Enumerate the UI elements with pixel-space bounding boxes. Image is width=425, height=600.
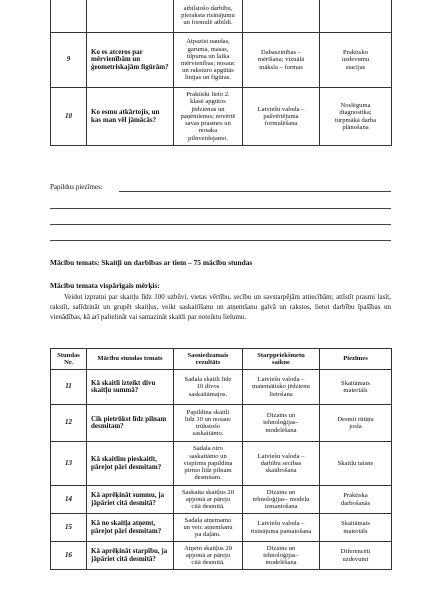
lesson-links: Dabaszinības – mērīšana; vizuālā māksla – formas xyxy=(243,33,320,88)
lesson-notes: Desmit rūtiņu josla xyxy=(320,405,392,442)
lesson-number: 12 xyxy=(51,405,87,442)
lesson-topic: Kā aprēķināt summu, ja jāpāriet citā desmitā? xyxy=(87,486,174,514)
lesson-links: Dizains un tehnoloģijas– modelēšana xyxy=(243,542,320,570)
lesson-links: Latviešu valoda – pašvērtējuma formulēšana xyxy=(243,88,320,146)
lesson-results: Sadala otro saskaitāmo un vispirms papildina pirmo līdz pilnam desmitam. xyxy=(174,442,243,486)
lesson-results: Papildina skaitli līdz 10 un nosauc trūkstošo saskaitāmo. xyxy=(174,405,243,442)
lesson-links: Latviešu valoda – risinājuma pamatošana xyxy=(243,514,320,542)
header-links: Starppriekšmetu saikne xyxy=(243,349,320,370)
lesson-notes: Praktisko uzdevumu stacijas xyxy=(320,33,392,88)
lesson-notes: Praktiska darbošanās xyxy=(320,486,392,514)
table-header-row xyxy=(51,349,392,370)
lesson-links: Dizains un tehnoloģijas– modelēšana xyxy=(243,405,320,442)
lesson-results: Atpazīst naudas, garuma, masas, tilpuma un laika mērvienības; nosauc un raksturo apgūtās līnijas un figūras. xyxy=(174,33,243,88)
lesson-topic: Kā skaitli izteikt divu skaitļu summā? xyxy=(87,370,174,405)
intro-paragraph: Veidot izpratni par skaitļu līdz 100 uzbūvi, vietas vērtību, secību un savstarpējām attiecībām; attīstīt prasmi lasīt, rakstīt, salīdzināt un grupēt skaitļus, veikt saskaitīšanu un atņemšanu galvā un rakstos, lietot darbību īpašības un vienādības, kā arī palielināt vai samazināt skaitli par noteiktu lielumu. xyxy=(50,293,391,321)
lesson-links xyxy=(243,0,320,33)
lesson-number: 14 xyxy=(51,486,87,514)
table-row xyxy=(51,88,392,146)
lesson-number: 16 xyxy=(51,542,87,570)
lesson-number: 13 xyxy=(51,442,87,486)
lesson-topic: Kā aprēķināt starpību, ja jāpāriet citā desmitā? xyxy=(87,542,174,570)
lesson-number: 9 xyxy=(51,33,87,88)
lesson-notes: Skaitļu taisne xyxy=(320,442,392,486)
lesson-notes xyxy=(320,0,392,33)
table-row xyxy=(51,0,392,33)
lesson-notes: Skaitāmais materiāls xyxy=(320,370,392,405)
section-title: Mācību temats: Skaitļi un darbības ar tiem – 75 mācību stundas xyxy=(50,258,253,267)
table-row xyxy=(51,542,392,570)
table-row xyxy=(51,442,392,486)
header-lesson-topic: Mācību stundas temats xyxy=(87,349,174,370)
notes-label: Papildus piezīmes: xyxy=(50,183,103,191)
lesson-topic: Kā skaitlim pieskaitīt, pārejot pāri desmitam? xyxy=(87,442,174,486)
header-results: Sasniedzamais rezultāts xyxy=(174,349,243,370)
lesson-notes: Diferencēti uzdevumi xyxy=(320,542,392,570)
table-row xyxy=(51,405,392,442)
lesson-topic: Kā no skaitļa atņemt, pārejot pāri desmitam? xyxy=(87,514,174,542)
lesson-results: Sadala atņemamo un veic atņemšanu pa daļām. xyxy=(174,514,243,542)
lesson-topic: Cik pietrūkst līdz pilnam desmitam? xyxy=(87,405,174,442)
lesson-notes: Skaitāmais materiāls xyxy=(320,514,392,542)
lesson-topic: Ko es atceros par mērvienībām un ģeometriskajām figūrām? xyxy=(87,33,174,88)
lesson-number xyxy=(51,0,87,33)
lesson-notes: Noslēguma diagnostika; turpmākā darba plānošana xyxy=(320,88,392,146)
lesson-number: 15 xyxy=(51,514,87,542)
notes-line xyxy=(50,208,391,209)
lesson-topic xyxy=(87,0,174,33)
lesson-results: Praktiski lieto 2. klasē apgūtos jēdzienus un paņēmienus; novērtē savas prasmes un nosaka pilnveidojamo. xyxy=(174,88,243,146)
subsection-title: Mācību temata vispārīgais mērķis: xyxy=(50,281,160,290)
lesson-links: Latviešu valoda – darbību secības skaidrošana xyxy=(243,442,320,486)
lesson-number: 11 xyxy=(51,370,87,405)
lesson-results: Sadala skaitli līdz 10 divos saskaitāmajos. xyxy=(174,370,243,405)
table-row xyxy=(51,33,392,88)
lesson-results: Atņem skaitļus 20 apjomā ar pāreju citā desmitā. xyxy=(174,542,243,570)
notes-line xyxy=(50,224,391,225)
lesson-topic: Ko esmu atkārtojis, un kas man vēl jāmācās? xyxy=(87,88,174,146)
notes-line xyxy=(119,191,391,192)
lesson-table xyxy=(50,348,392,570)
lesson-results: Saskaita skaitļus 20 apjomā ar pāreju citā desmitā. xyxy=(174,486,243,514)
table-row xyxy=(51,514,392,542)
lesson-links: Dizains un tehnoloģijas– modeļu izmantošana xyxy=(243,486,320,514)
lesson-links: Latviešu valoda – matemātisko jēdzienu lietošana xyxy=(243,370,320,405)
notes-line xyxy=(50,240,391,241)
header-lesson-number: Stundas Nr. xyxy=(51,349,87,370)
table-row xyxy=(51,486,392,514)
header-notes: Piezīmes xyxy=(320,349,392,370)
table-row xyxy=(51,370,392,405)
lesson-number: 10 xyxy=(51,88,87,146)
lesson-results: atbilstošo darbību, pieraksta risinājumu un formulē atbildi. xyxy=(174,0,243,33)
lesson-table-continued xyxy=(50,0,392,146)
